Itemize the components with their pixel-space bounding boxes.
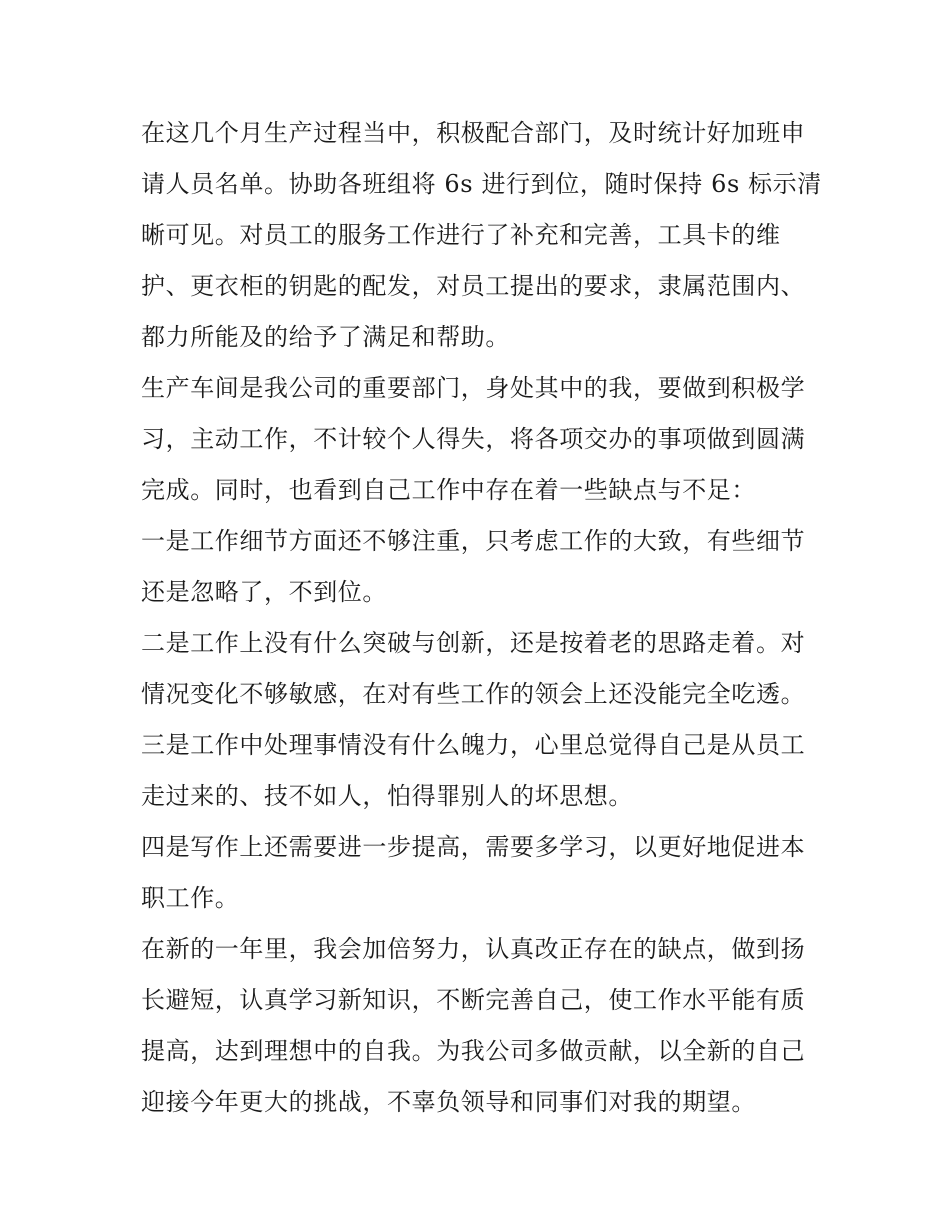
text-line: 职工作。 — [141, 884, 240, 912]
text-line: 晰可见。对员工的服务工作进行了补充和完善，工具卡的维 — [141, 221, 781, 249]
text-line: 请人员名单。协助各班组将 6s 进行到位，随时保持 6s 标示清 — [141, 170, 822, 198]
text-line: 习，主动工作，不计较个人得失，将各项交办的事项做到圆满 — [141, 425, 806, 453]
text-line: 护、更衣柜的钥匙的配发，对员工提出的要求，隶属范围内、 — [141, 272, 806, 300]
text-line: 完成。同时，也看到自己工作中存在着一些缺点与不足： — [141, 476, 756, 504]
text-line: 提高，达到理想中的自我。为我公司多做贡献，以全新的自己 — [141, 1037, 806, 1065]
text-line: 生产车间是我公司的重要部门，身处其中的我，要做到积极学 — [141, 374, 806, 402]
text-line: 三是工作中处理事情没有什么魄力，心里总觉得自己是从员工 — [141, 731, 806, 759]
text-line: 走过来的、技不如人，怕得罪别人的坏思想。 — [141, 782, 633, 810]
document-body — [141, 108, 821, 1128]
text-line: 在这几个月生产过程当中，积极配合部门，及时统计好加班申 — [141, 119, 806, 147]
text-line: 情况变化不够敏感，在对有些工作的领会上还没能完全吃透。 — [141, 680, 806, 708]
text-line: 长避短，认真学习新知识，不断完善自己，使工作水平能有质 — [141, 986, 806, 1014]
text-line: 都力所能及的给予了满足和帮助。 — [141, 323, 510, 351]
text-line: 二是工作上没有什么突破与创新，还是按着老的思路走着。对 — [141, 629, 806, 657]
text-line: 四是写作上还需要进一步提高，需要多学习，以更好地促进本 — [141, 833, 806, 861]
text-line: 迎接今年更大的挑战，不辜负领导和同事们对我的期望。 — [141, 1088, 756, 1116]
text-line: 在新的一年里，我会加倍努力，认真改正存在的缺点，做到扬 — [141, 935, 806, 963]
text-line: 还是忽略了，不到位。 — [141, 578, 387, 606]
text-line: 一是工作细节方面还不够注重，只考虑工作的大致，有些细节 — [141, 527, 806, 555]
